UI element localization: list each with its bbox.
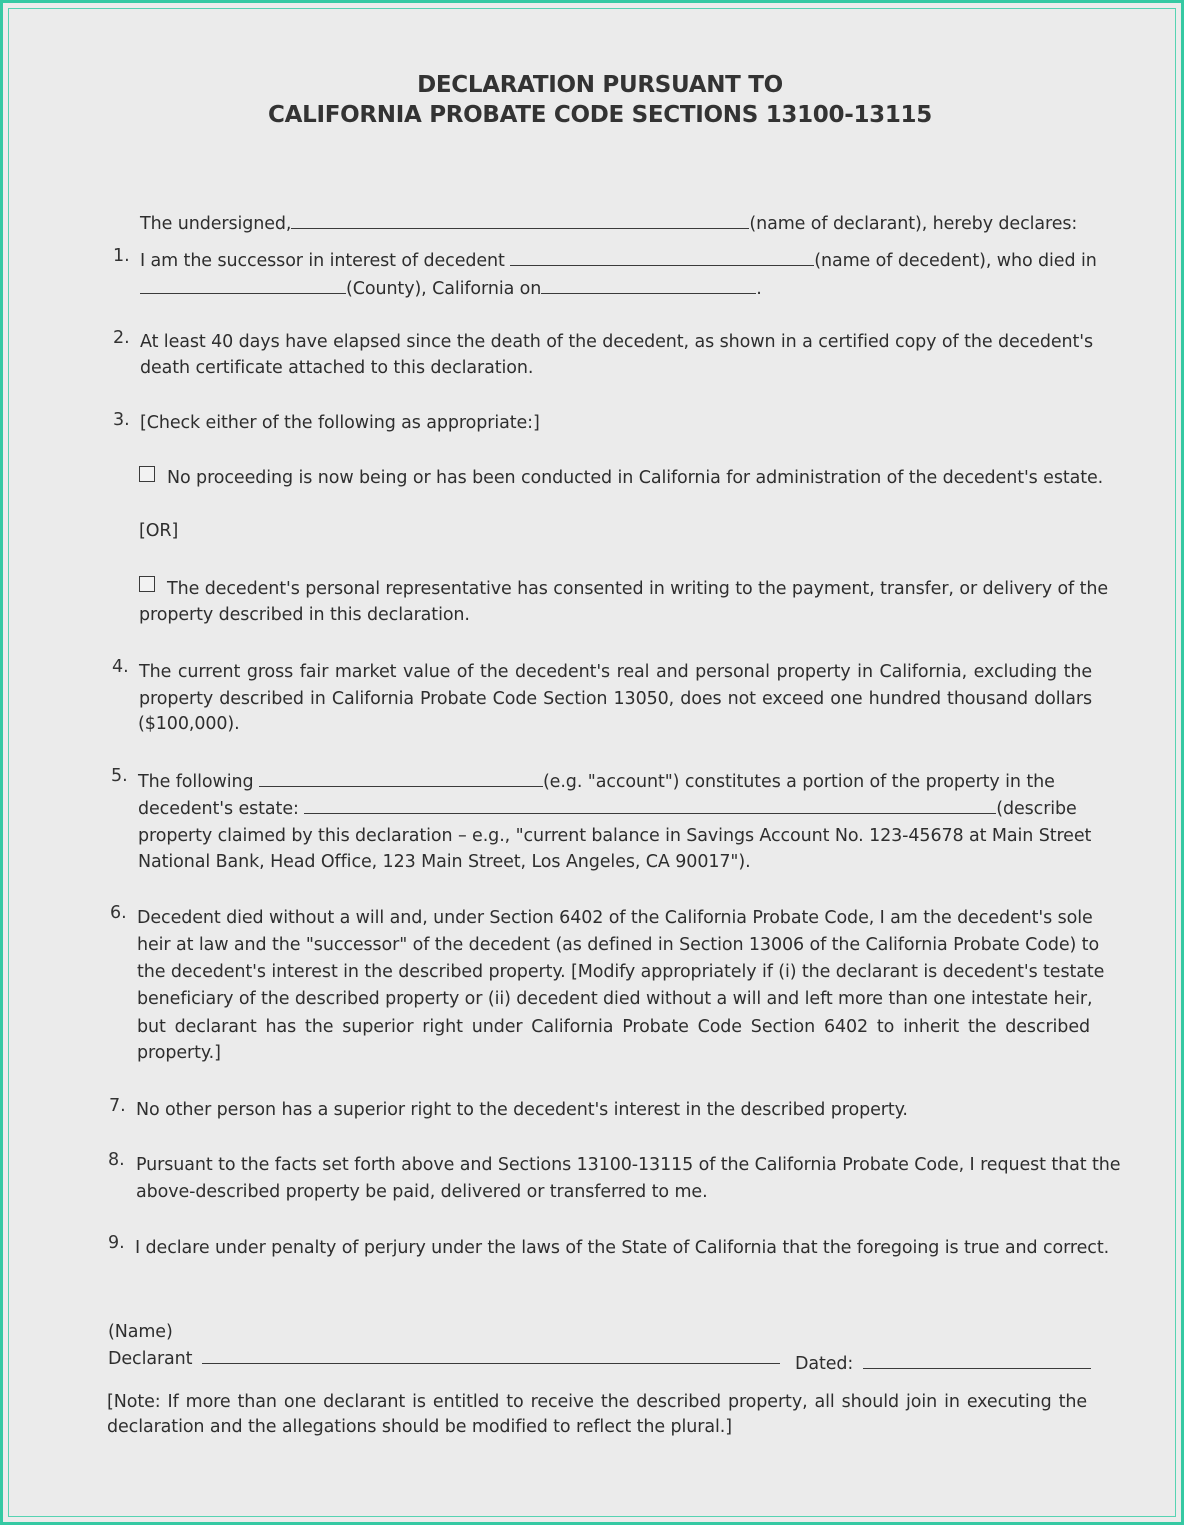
document-title-line-1: DECLARATION PURSUANT TO xyxy=(417,72,783,98)
county-blank[interactable] xyxy=(140,276,346,294)
item-text: decedent's estate: xyxy=(138,799,299,819)
item-9-line-1: I declare under penalty of perjury under the laws of the State of California that the foregoing is true and correct. xyxy=(135,1238,1110,1258)
item-5-line-4: National Bank, Head Office, 123 Main Street, Los Angeles, CA 90017"). xyxy=(138,852,751,872)
property-description-blank[interactable] xyxy=(304,796,996,814)
item-4-line-3: ($100,000). xyxy=(138,714,240,734)
item-number: 9. xyxy=(108,1233,125,1253)
item-number: 3. xyxy=(113,410,130,430)
item-text: The following xyxy=(138,772,254,792)
note-line-1: [Note: If more than one declarant is entitled to receive the described property, all should join in executing the xyxy=(107,1392,1087,1412)
declarant-name-blank[interactable] xyxy=(291,211,749,229)
item-text: (County), California on xyxy=(346,279,542,299)
intro-line xyxy=(140,211,1077,235)
item-4-line-2: property described in California Probate Code Section 13050, does not exceed one hundred thousand dollars xyxy=(139,689,1092,709)
option-2-text-line-2: property described in this declaration. xyxy=(139,605,470,625)
item-text: (name of decedent), who died in xyxy=(814,251,1097,271)
document-title-line-2: CALIFORNIA PROBATE CODE SECTIONS 13100-13115 xyxy=(268,102,932,128)
item-5-line-3: property claimed by this declaration – e.g., "current balance in Savings Account No. 123-45678 at Main Street xyxy=(138,826,1092,846)
item-number: 2. xyxy=(113,328,130,348)
option-1-checkbox[interactable] xyxy=(139,466,155,482)
item-text: I am the successor in interest of decedent xyxy=(140,251,505,271)
note-line-2: declaration and the allegations should be modified to reflect the plural.] xyxy=(107,1417,732,1437)
item-5-line-2 xyxy=(138,796,1077,820)
date-of-death-blank[interactable] xyxy=(541,276,756,294)
date-blank[interactable] xyxy=(863,1351,1091,1369)
item-number: 4. xyxy=(112,657,129,677)
item-number: 1. xyxy=(113,246,130,266)
item-1-line-1 xyxy=(140,248,1097,272)
decedent-name-blank[interactable] xyxy=(510,248,814,266)
item-text: (e.g. "account") constitutes a portion of the property in the xyxy=(542,772,1055,792)
item-8-line-1: Pursuant to the facts set forth above and Sections 13100-13115 of the California Probate Code, I request that the xyxy=(136,1155,1121,1175)
item-6-line-5: but declarant has the superior right under California Probate Code Section 6402 to inherit the described xyxy=(137,1017,1090,1037)
intro-prefix: The undersigned, xyxy=(140,214,292,234)
item-8-line-2: above-described property be paid, delivered or transferred to me. xyxy=(136,1182,708,1202)
item-2-line-1: At least 40 days have elapsed since the death of the decedent, as shown in a certified copy of the decedent's xyxy=(140,332,1093,352)
name-label: (Name) xyxy=(108,1322,173,1342)
declarant-signature-blank[interactable] xyxy=(202,1346,780,1364)
item-6-line-6: property.] xyxy=(137,1043,221,1063)
dated-label: Dated: xyxy=(795,1354,854,1374)
item-7-line-1: No other person has a superior right to the decedent's interest in the described property. xyxy=(136,1100,908,1120)
dated-line xyxy=(795,1351,1091,1375)
item-number: 7. xyxy=(109,1096,126,1116)
item-6-line-1: Decedent died without a will and, under Section 6402 of the California Probate Code, I am the decedent's sole xyxy=(137,908,1093,928)
option-2-checkbox[interactable] xyxy=(139,576,155,592)
declarant-signature-line xyxy=(108,1346,780,1370)
declarant-label: Declarant xyxy=(108,1349,193,1369)
item-1-line-2 xyxy=(140,276,762,300)
option-1-text: No proceeding is now being or has been conducted in California for administration of the decedent's estate. xyxy=(167,468,1104,488)
item-number: 8. xyxy=(108,1150,125,1170)
item-3-line-1: [Check either of the following as appropriate:] xyxy=(140,413,540,433)
option-2-text-line-1: The decedent's personal representative has consented in writing to the payment, transfer, or delivery of the xyxy=(167,579,1109,599)
item-5-line-1 xyxy=(138,769,1055,793)
property-type-blank[interactable] xyxy=(259,769,543,787)
item-6-line-2: heir at law and the "successor" of the decedent (as defined in Section 13006 of the California Probate Code) to xyxy=(137,935,1100,955)
intro-suffix: (name of declarant), hereby declares: xyxy=(749,214,1078,234)
or-separator: [OR] xyxy=(139,521,179,541)
item-number: 5. xyxy=(111,766,128,786)
item-6-line-4: beneficiary of the described property or (ii) decedent died without a will and left more than one intestate heir, xyxy=(137,989,1093,1009)
item-text: . xyxy=(756,279,762,299)
item-4-line-1: The current gross fair market value of the decedent's real and personal property in California, excluding the xyxy=(139,662,1092,682)
item-6-line-3: the decedent's interest in the described property. [Modify appropriately if (i) the declarant is decedent's testate xyxy=(137,962,1105,982)
item-2-line-2: death certificate attached to this declaration. xyxy=(140,358,534,378)
item-text: (describe xyxy=(996,799,1077,819)
item-number: 6. xyxy=(110,903,127,923)
